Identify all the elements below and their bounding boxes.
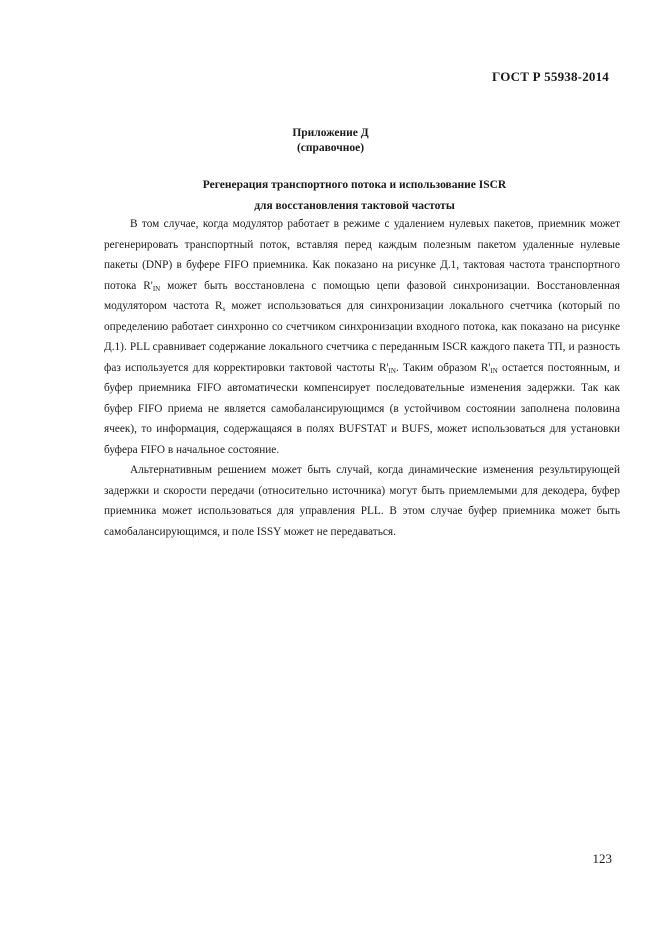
standard-header: ГОСТ Р 55938-2014 [492, 69, 609, 84]
paragraph-1-part-e: остается постоянным, и буфер приемника FIFO автоматически компенсирует последовательные изменения задержки. Так как буфер FIFO приема не является самобалансирующимся (в устойчивом состоянии заполнена половина ячеек), то информация, содержащаяся в полях BUFSTAT и BUFS, может использоваться для установки буфера FIFO в начальное состояние. [104, 361, 620, 456]
subscript-in: IN [152, 284, 161, 293]
body-text [104, 214, 620, 542]
page-number: 123 [592, 851, 612, 866]
paragraph-2: Альтернативным решением может быть случай, когда динамические изменения результирующей задержки и скорости передачи (относительно источника) могут быть приемлемыми для декодера, буфер приемника может использоваться для управления PLL. В этом случае буфер приемника может быть самобалансирующимся, и поле ISSY может не передаваться. [104, 464, 620, 538]
paragraph-1-part-c: может использоваться для синхронизации локального счетчика (который по определению работает синхронно со счетчиком синхронизации входного потока, как показано на рисунке Д.1). PLL сравнивает содержание локального счетчика с переданным ISCR каждого пакета ТП, и разность фаз используется для корректировки тактовой частоты R' [104, 300, 620, 374]
section-title-line-1: Регенерация транспортного потока и использование ISCR [202, 179, 507, 191]
paragraph-1 [104, 214, 620, 460]
paragraph-1-part-d: . Таким образом R' [395, 361, 491, 374]
appendix-label: Приложение Д [292, 127, 369, 139]
paragraph-1-part-b: может быть восстановлена с помощью цепи фазовой синхронизации. Восстановленная модулятором частота R [104, 279, 620, 312]
appendix-type: (справочное) [296, 142, 365, 154]
paragraph-1-part-a: В том случае, когда модулятор работает в режиме с удалением нулевых пакетов, приемник может регенерировать транспортный поток, вставляя перед каждым полезным пакетом удаленные нулевые пакеты (DNP) в буфере FIFO приемника. Как показано на рисунке Д.1, тактовая частота транспортного потока R' [104, 218, 620, 292]
section-title-line-2: для восстановления тактовой частоты [254, 200, 455, 212]
subscript-in: IN [388, 366, 396, 375]
subscript-s: s [222, 305, 226, 313]
section-title [0, 175, 661, 217]
appendix-heading [0, 126, 661, 156]
subscript-in: IN [490, 366, 498, 375]
